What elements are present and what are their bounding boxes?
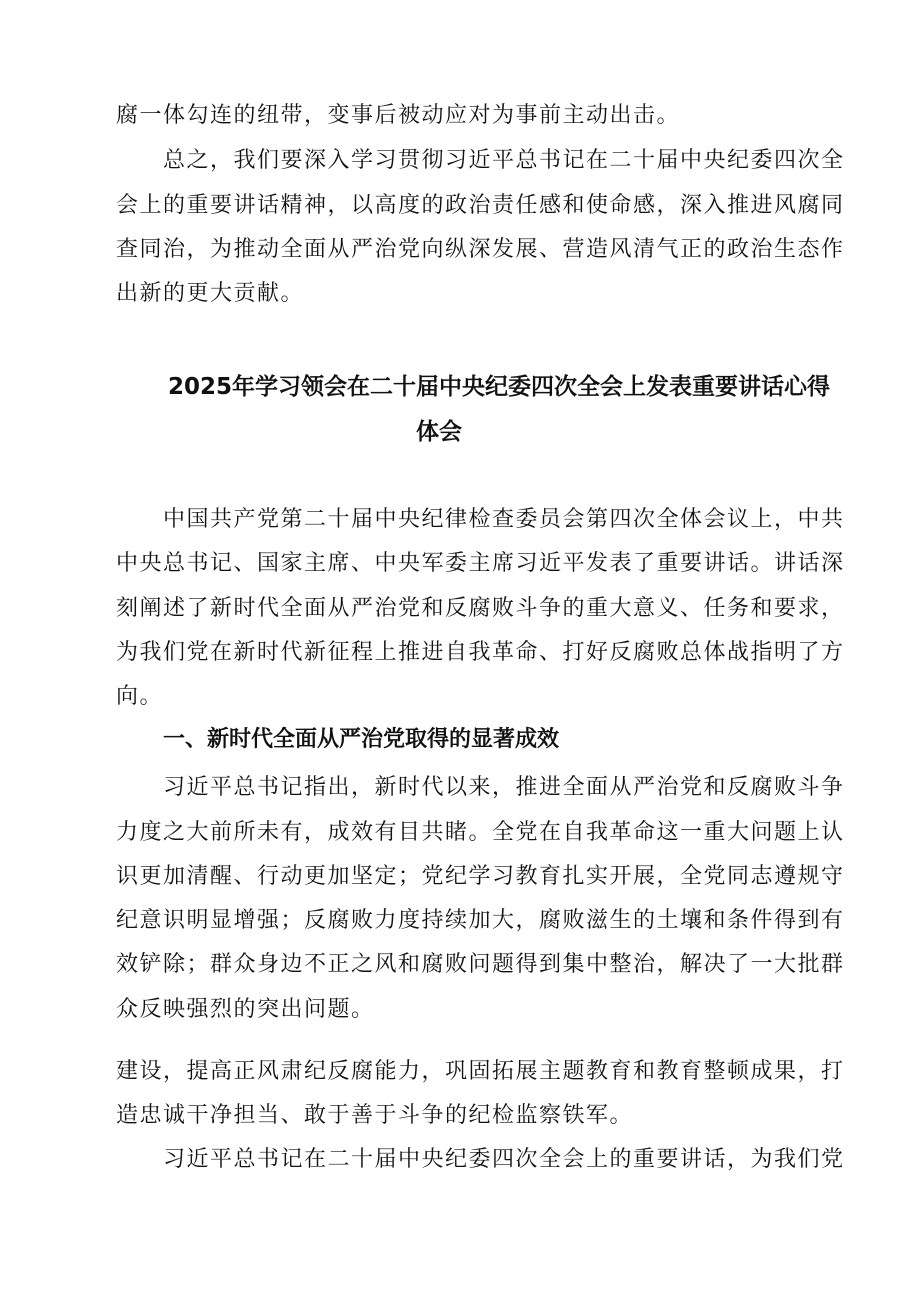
paragraph-line: 会上的重要讲话精神，以高度的政治责任感和使命感，深入推进风腐同	[116, 193, 845, 218]
paragraph-line: 纪意识明显增强；反腐败力度持续加大，腐败滋生的土壤和条件得到有	[116, 908, 845, 933]
paragraph-line: 总之，我们要深入学习贯彻习近平总书记在二十届中央纪委四次全	[163, 148, 845, 173]
section-heading: 一、新时代全面从严治党取得的显著成效	[163, 727, 560, 752]
paragraph-line: 识更加清醒、行动更加坚定；党纪学习教育扎实开展，全党同志遵规守	[116, 864, 845, 889]
paragraph-line: 查同治，为推动全面从严治党向纵深发展、营造风清气正的政治生态作	[116, 237, 845, 262]
paragraph-line: 习近平总书记指出，新时代以来，推进全面从严治党和反腐败斗争	[163, 775, 845, 800]
paragraph-line: 向。	[116, 684, 164, 709]
paragraph-line: 建设，提高正风肃纪反腐能力，巩固拓展主题教育和教育整顿成果，打	[116, 1059, 845, 1084]
paragraph-line: 众反映强烈的突出问题。	[116, 997, 375, 1022]
paragraph-line: 力度之大前所未有，成效有目共睹。全党在自我革命这一重大问题上认	[116, 820, 845, 845]
paragraph-line: 造忠诚干净担当、敢于善于斗争的纪检监察铁军。	[116, 1103, 634, 1128]
document-title-line2: 体会	[416, 419, 462, 445]
paragraph-line: 腐一体勾连的纽带，变事后被动应对为事前主动出击。	[116, 103, 681, 128]
paragraph-line: 中央总书记、国家主席、中央军委主席习近平发表了重要讲话。讲话深	[116, 551, 845, 576]
paragraph-line: 效铲除；群众身边不正之风和腐败问题得到集中整治，解决了一大批群	[116, 952, 845, 977]
paragraph-line: 出新的更大贡献。	[116, 281, 305, 306]
paragraph-line: 习近平总书记在二十届中央纪委四次全会上的重要讲话，为我们党	[163, 1147, 845, 1172]
paragraph-line: 中国共产党第二十届中央纪律检查委员会第四次全体会议上，中共	[163, 507, 845, 532]
paragraph-line: 刻阐述了新时代全面从严治党和反腐败斗争的重大意义、任务和要求，	[116, 596, 845, 621]
paragraph-line: 为我们党在新时代新征程上推进自我革命、打好反腐败总体战指明了方	[116, 640, 845, 665]
document-title: 2025年学习领会在二十届中央纪委四次全会上发表重要讲话心得	[168, 374, 831, 400]
